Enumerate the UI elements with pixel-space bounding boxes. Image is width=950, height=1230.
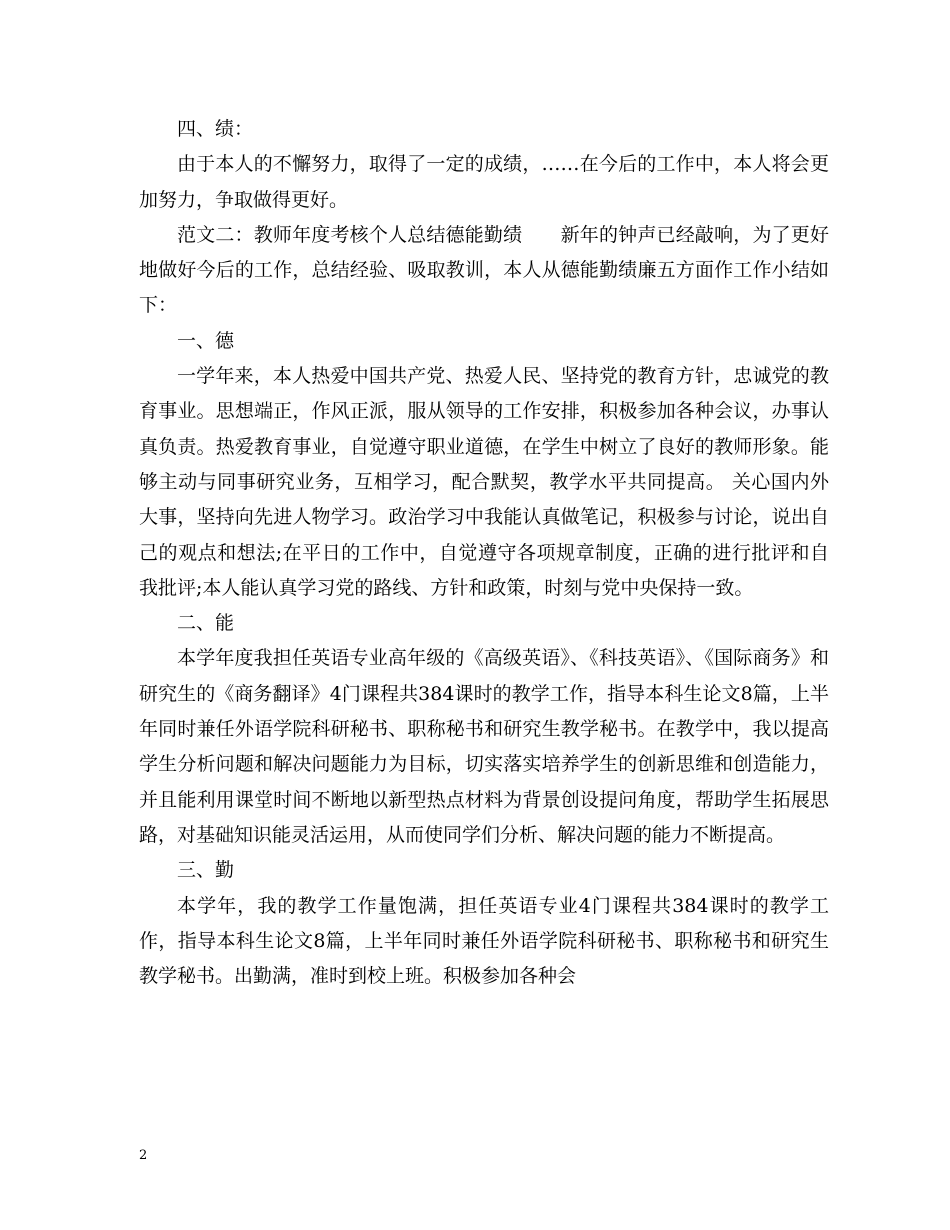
- heading-morality: 一、德: [177, 329, 235, 352]
- document-body: [139, 112, 829, 994]
- heading-diligence: 三、勤: [177, 859, 235, 882]
- paragraph-achievement: 由于本人的不懈努力，取得了一定的成绩，……在今后的工作中，本人将会更加努力，争取做得更好。: [139, 153, 829, 211]
- page-number: 2: [139, 1148, 148, 1163]
- paragraph-diligence: 本学年，我的教学工作量饱满，担任英语专业4门课程共384课时的教学工作，指导本科生论文8篇，上半年同时兼任外语学院科研秘书、职称秘书和研究生教学秘书。出勤满，准时到校上班。积极参加各种会: [139, 894, 829, 988]
- heading-ability: 二、能: [177, 612, 235, 635]
- heading-achievement: 四、绩：: [177, 118, 254, 140]
- paragraph-sample-two-intro: 范文二：教师年度考核个人总结德能勤绩 新年的钟声已经敲响，为了更好地做好今后的工作，总结经验、吸取教训，本人从德能勤绩廉五方面作工作小结如下：: [139, 223, 829, 317]
- paragraph-morality: 一学年来，本人热爱中国共产党、热爱人民、坚持党的教育方针，忠诚党的教育事业。思想端正，作风正派，服从领导的工作安排，积极参加各种会议，办事认真负责。热爱教育事业，自觉遵守职业道德，在学生中树立了良好的教师形象。能够主动与同事研究业务，互相学习，配合默契，教学水平共同提高。 关心国内外大事，坚持向先进人物学习。政治学习中我能认真做笔记，积极参与讨论，说出自己的观点和想法;在平日的工作中，自觉遵守各项规章制度，正确的进行批评和自我批评;本人能认真学习党的路线、方针和政策，时刻与党中央保持一致。: [139, 365, 829, 599]
- paragraph-ability: 本学年度我担任英语专业高年级的《高级英语》、《科技英语》、《国际商务》和研究生的《商务翻译》4门课程共384课时的教学工作，指导本科生论文8篇，上半年同时兼任外语学院科研秘书、职称秘书和研究生教学秘书。在教学中，我以提高学生分析问题和解决问题能力为目标，切实落实培养学生的创新思维和创造能力，并且能利用课堂时间不断地以新型热点材料为背景创设提问角度，帮助学生拓展思路，对基础知识能灵活运用，从而使同学们分析、解决问题的能力不断提高。: [139, 647, 829, 846]
